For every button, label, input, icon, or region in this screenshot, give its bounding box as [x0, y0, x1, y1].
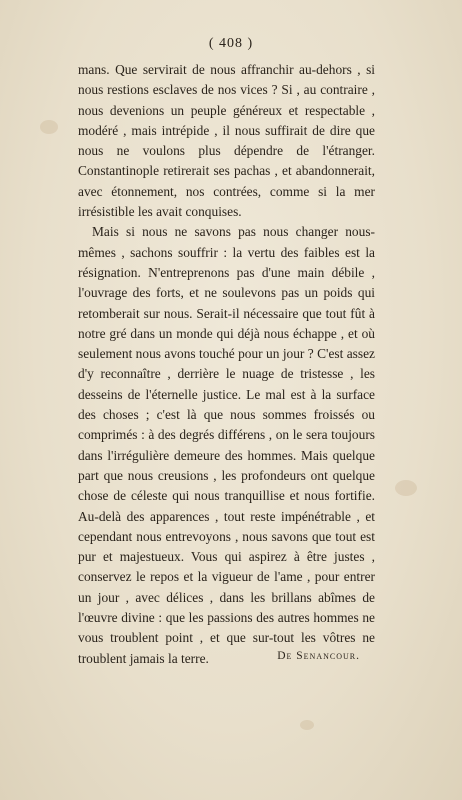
author-signature: De Senancour.	[277, 650, 360, 662]
paragraph-continuation: mans. Que servirait de nous affranchir au-dehors , si nous restions esclaves de nos vices ? Si , au contraire , nous devenions un peuple généreux et respectable , modéré , mais intrépide , il nous suffirait de dire que nous ne voulons plus dépendre de l'étranger. Constantinople retirerait ses pachas , et abandonnerait, avec étonnement, nos contrées, comme si la mer irrésistible les avait conquises.	[78, 62, 375, 220]
body-text	[78, 60, 375, 669]
page-number: ( 408 )	[208, 36, 254, 51]
paper-stain	[40, 120, 58, 134]
paper-stain	[395, 480, 417, 496]
paper-stain	[300, 720, 314, 730]
paragraph: Mais si nous ne savons pas nous changer nous-mêmes , sachons souffrir : la vertu des faibles est la résignation. N'entreprenons pas d'une main débile , l'ouvrage des forts, et ne soulevons pas un poids qui retomberait sur nous. Serait-il nécessaire que tout fût à notre gré dans un monde qui déjà nous échappe , et où seulement nous avons touché pour un jour ? C'est assez d'y reconnaître , derrière le nuage de tristesse , les desseins de l'éternelle justice. Le mal est à la surface des choses ; c'est là que nous sommes froissés ou comprimés : à des degrés différens , on le sera toujours dans l'irrégulière demeure des hommes. Mais quelque part que nous creusions , les profondeurs ont quelque chose de céleste qui nous tranquillise et nous fortifie. Au-delà des apparences , tout reste impénétrable , et cependant nous entrevoyons , nous savons que tout est pur et majestueux. Vous qui aspirez à être justes , conservez le repos et la vigueur de l'ame , pour entrer un jour , avec délices , dans les brillans abîmes de l'œuvre divine : que les passions des autres hommes ne vous troublent point , et que sur-tout les vôtres ne troublent jamais la terre.	[78, 224, 375, 666]
